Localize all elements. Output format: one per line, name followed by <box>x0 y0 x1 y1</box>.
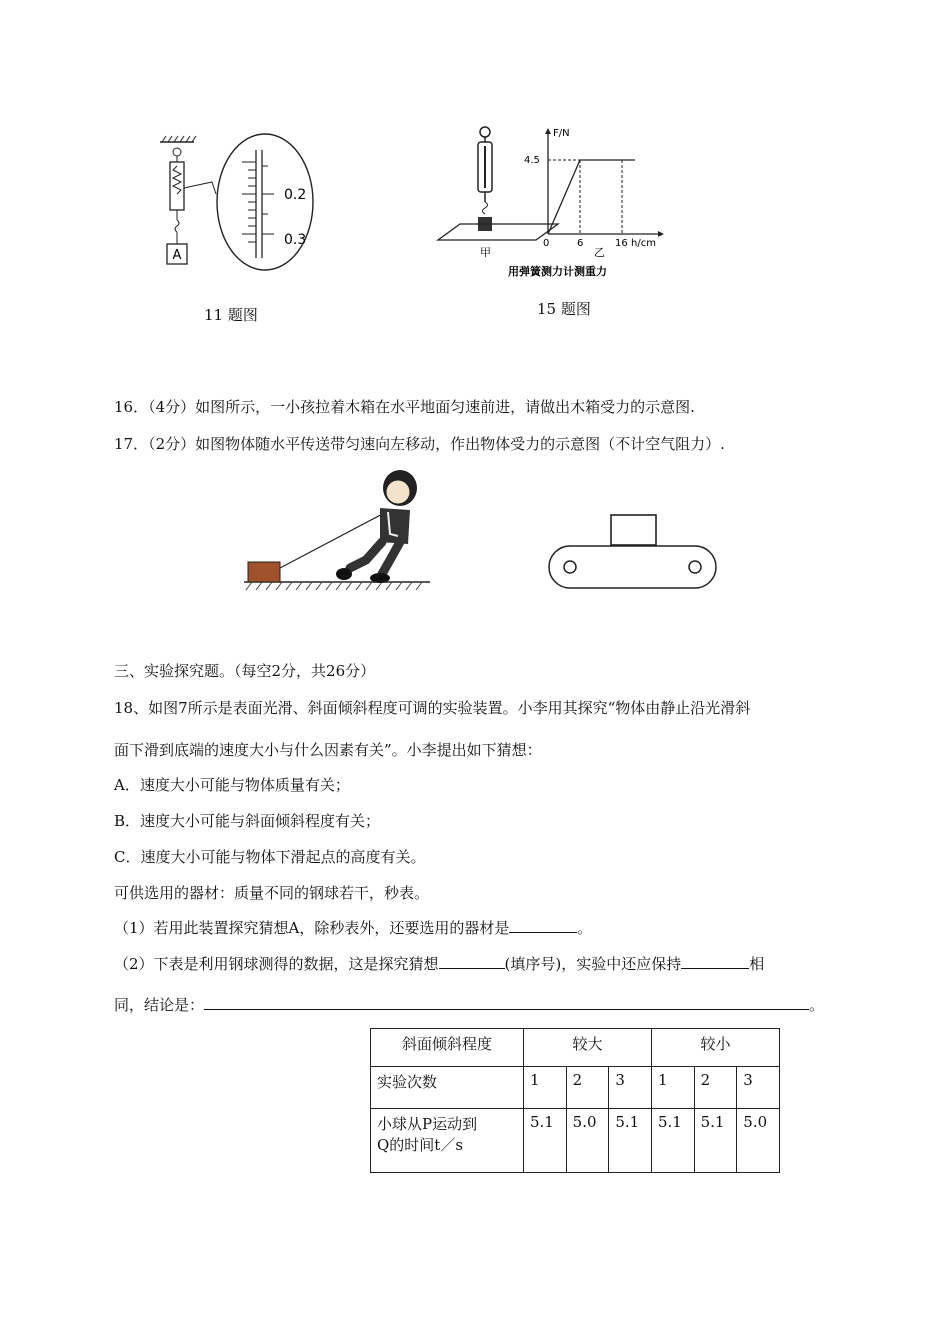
figure-11-caption: 11 题图 <box>204 306 258 324</box>
table-row-trials <box>371 1067 780 1109</box>
header-label: 斜面倾斜程度 <box>371 1029 524 1067</box>
boy-pulling-box-figure <box>240 464 435 596</box>
table-cell: 2 <box>694 1067 737 1109</box>
tick-0-2: 0.2 <box>284 187 307 203</box>
table-header-row <box>371 1029 780 1067</box>
question-16: 16．（4分）如图所示，一小孩拉着木箱在水平地面匀速前进，请做出木箱受力的示意图. <box>114 398 695 416</box>
row-label-trials: 实验次数 <box>371 1067 524 1109</box>
label-yi: 乙 <box>594 246 605 259</box>
y-axis-label: F/N <box>553 128 570 139</box>
equipment-line: 可供选用的器材：质量不同的钢球若干，秒表。 <box>114 884 430 902</box>
sub-question-1-text: （1）若用此装置探究猜想A，除秒表外，还要选用的器材是 <box>114 919 510 937</box>
table-cell: 5.1 <box>694 1109 737 1173</box>
x-axis-label: h/cm <box>631 238 656 249</box>
question-17: 17．（2分）如图物体随水平传送带匀速向左移动，作出物体受力的示意图（不计空气阻力）. <box>114 435 725 453</box>
table-cell: 5.1 <box>651 1109 694 1173</box>
conclusion-line <box>114 994 824 1015</box>
group-smaller: 较小 <box>651 1029 779 1067</box>
y-value: 4.5 <box>524 155 540 166</box>
figure-11 <box>150 130 330 280</box>
sub-question-2-end: 相 <box>749 955 765 973</box>
row-label-time-line-2: Q的时间t／s <box>377 1136 464 1154</box>
conclusion-label: 同，结论是： <box>114 996 205 1014</box>
question-18-line-2: 面下滑到底端的速度大小与什么因素有关”。小李提出如下猜想： <box>114 741 542 759</box>
sub-question-1 <box>114 917 592 938</box>
guess-c: C．速度大小可能与物体下滑起点的高度有关。 <box>114 848 426 866</box>
data-table <box>370 1028 780 1173</box>
row-label-time-line-1: 小球从P运动到 <box>377 1115 478 1133</box>
table-cell: 3 <box>609 1067 652 1109</box>
group-larger: 较大 <box>524 1029 652 1067</box>
guess-a: A．速度大小可能与物体质量有关； <box>114 776 350 794</box>
conclusion-blank[interactable] <box>204 995 809 1010</box>
table-cell: 3 <box>737 1067 780 1109</box>
table-cell: 5.1 <box>609 1109 652 1173</box>
sub-question-2-text: （2）下表是利用钢球测得的数据，这是探究猜想 <box>114 955 439 973</box>
section-3-heading: 三、实验探究题。（每空2分，共26分） <box>114 662 376 680</box>
x-tick-16: 16 <box>615 238 628 249</box>
label-a: A <box>172 248 182 263</box>
table-cell: 1 <box>651 1067 694 1109</box>
tick-0-3: 0.3 <box>284 232 307 248</box>
table-cell: 2 <box>566 1067 609 1109</box>
guess-b: B．速度大小可能与斜面倾斜程度有关； <box>114 812 381 830</box>
conclusion-end: 。 <box>809 996 825 1014</box>
figure-15 <box>430 122 670 282</box>
table-row-times <box>371 1109 780 1173</box>
row-label-time <box>371 1109 524 1173</box>
figure-15-caption: 15 题图 <box>537 300 591 318</box>
question-18-line-1: 18、如图7所示是表面光滑、斜面倾斜程度可调的实验装置。小李用其探究“物体由静止沿光滑斜 <box>114 699 751 717</box>
conveyor-belt-figure <box>545 512 720 592</box>
answer-blank-2[interactable] <box>439 954 505 969</box>
x-tick-6: 6 <box>577 238 584 249</box>
answer-blank-3[interactable] <box>681 954 749 969</box>
answer-blank-1[interactable] <box>509 918 577 933</box>
label-jia: 甲 <box>480 246 491 259</box>
x-origin: 0 <box>543 238 550 249</box>
table-cell: 5.0 <box>737 1109 780 1173</box>
sub-question-2 <box>114 953 764 974</box>
sub-question-2-mid: (填序号)，实验中还应保持 <box>504 955 682 973</box>
table-cell: 1 <box>524 1067 567 1109</box>
sub-question-1-end: 。 <box>577 919 593 937</box>
figure-15-subtitle: 用弹簧测力计测重力 <box>508 265 607 278</box>
table-cell: 5.0 <box>566 1109 609 1173</box>
table-cell: 5.1 <box>524 1109 567 1173</box>
